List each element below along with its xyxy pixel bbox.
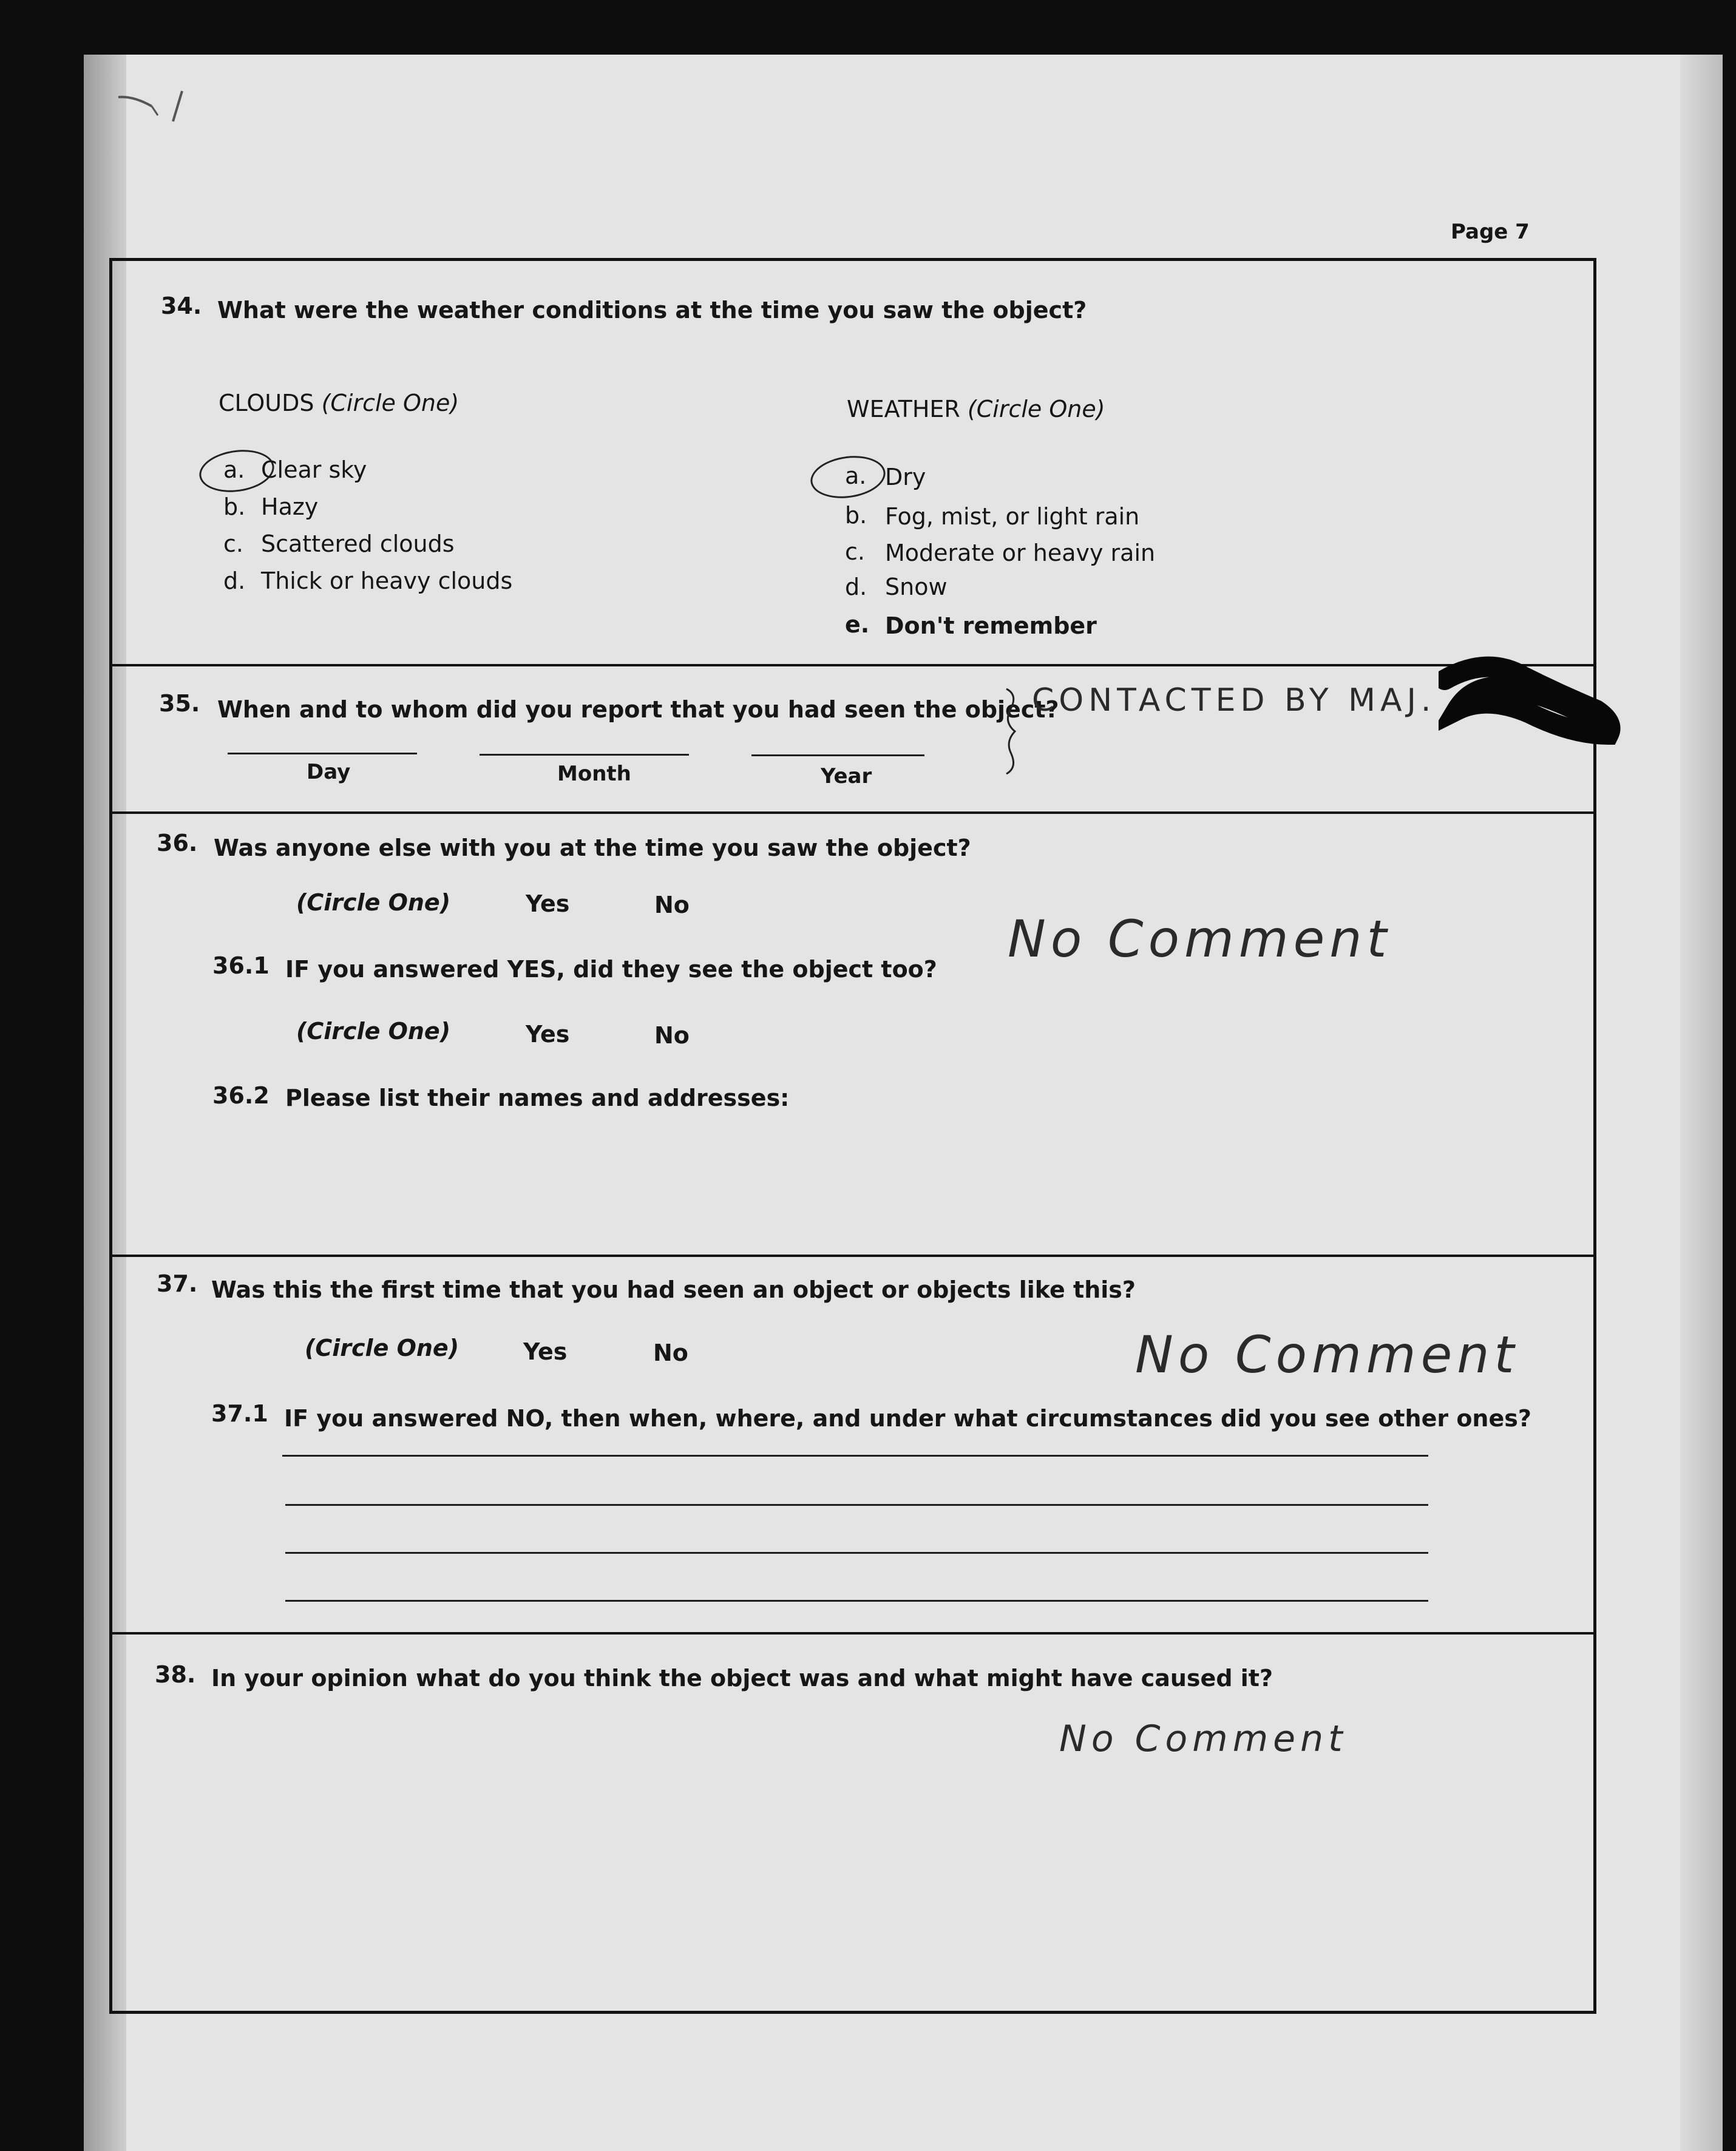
separator-35-36 bbox=[110, 811, 1595, 814]
circle-one-label: (Circle One) bbox=[296, 889, 451, 916]
option-letter: d. bbox=[223, 567, 246, 594]
question-text: Was this the first time that you had seen an object or objects like this? bbox=[211, 1276, 1136, 1303]
no-option[interactable]: No bbox=[654, 1022, 690, 1049]
circle-one-label: (Circle One) bbox=[296, 1018, 451, 1045]
scan-shadow-right bbox=[1680, 55, 1723, 2151]
handwritten-response: No Comment bbox=[1059, 1718, 1348, 1760]
option-letter: d. bbox=[845, 574, 867, 600]
circle-one-label: (Circle One) bbox=[305, 1335, 459, 1361]
sub-question-text: IF you answered YES, did they see the object too? bbox=[285, 956, 937, 983]
question-number: 34. bbox=[161, 293, 202, 319]
redaction-scribble-icon bbox=[1439, 643, 1621, 747]
brace-mark-icon bbox=[1002, 686, 1026, 777]
option-text: Hazy bbox=[261, 493, 319, 520]
sub-question-text: IF you answered NO, then when, where, and under what circumstances did you see other ones? bbox=[284, 1405, 1531, 1432]
clouds-heading bbox=[219, 391, 459, 415]
clouds-instruction: (Circle One) bbox=[321, 390, 459, 416]
weather-instruction: (Circle One) bbox=[967, 396, 1105, 422]
question-number: 36. bbox=[157, 830, 198, 856]
year-label: Year bbox=[821, 764, 872, 788]
sub-question-number: 37.1 bbox=[211, 1400, 268, 1427]
sub-question-text: Please list their names and addresses: bbox=[285, 1085, 790, 1111]
answer-line-1[interactable] bbox=[282, 1455, 1428, 1457]
answer-line-3[interactable] bbox=[285, 1552, 1428, 1554]
separator-37-38 bbox=[110, 1632, 1595, 1634]
day-label: Day bbox=[307, 760, 351, 784]
option-text: Fog, mist, or light rain bbox=[885, 503, 1140, 530]
option-letter: c. bbox=[223, 530, 243, 557]
separator-36-37 bbox=[110, 1255, 1595, 1257]
option-text: Moderate or heavy rain bbox=[885, 540, 1156, 566]
separator-34-35 bbox=[110, 664, 1595, 666]
question-text: When and to whom did you report that you had seen the object? bbox=[217, 696, 1059, 723]
option-text: Scattered clouds bbox=[261, 530, 455, 557]
option-text: Snow bbox=[885, 574, 948, 600]
option-letter: a. bbox=[845, 462, 867, 489]
answer-line-4[interactable] bbox=[285, 1600, 1428, 1602]
year-line[interactable] bbox=[751, 754, 924, 756]
no-option[interactable]: No bbox=[653, 1340, 688, 1366]
no-option[interactable]: No bbox=[654, 892, 690, 918]
clouds-heading-label: CLOUDS bbox=[219, 390, 314, 416]
yes-option[interactable]: Yes bbox=[526, 890, 570, 917]
yes-option[interactable]: Yes bbox=[523, 1338, 568, 1365]
month-line[interactable] bbox=[480, 754, 689, 756]
option-text: Clear sky bbox=[261, 456, 367, 483]
option-letter: c. bbox=[845, 538, 865, 565]
option-letter: b. bbox=[223, 493, 246, 520]
question-text: Was anyone else with you at the time you saw the object? bbox=[214, 835, 971, 861]
option-text: Dry bbox=[885, 464, 926, 490]
question-text: What were the weather conditions at the time you saw the object? bbox=[217, 297, 1087, 323]
question-number: 38. bbox=[155, 1661, 196, 1688]
month-label: Month bbox=[557, 762, 631, 786]
yes-option[interactable]: Yes bbox=[526, 1021, 570, 1048]
weather-heading-label: WEATHER bbox=[847, 396, 960, 422]
question-number: 37. bbox=[157, 1270, 198, 1297]
question-text: In your opinion what do you think the object was and what might have caused it? bbox=[211, 1665, 1273, 1692]
sub-question-number: 36.1 bbox=[212, 952, 270, 979]
day-line[interactable] bbox=[228, 753, 417, 754]
option-letter: e. bbox=[845, 611, 870, 638]
stray-mark-icon bbox=[115, 79, 206, 134]
question-number: 35. bbox=[159, 690, 200, 717]
option-text: Thick or heavy clouds bbox=[261, 567, 513, 594]
handwritten-response: CONTACTED BY MAJ. bbox=[1032, 682, 1436, 719]
answer-line-2[interactable] bbox=[285, 1504, 1428, 1506]
page-label: Page 7 bbox=[1451, 220, 1530, 244]
handwritten-response: No Comment bbox=[1008, 909, 1392, 969]
handwritten-response: No Comment bbox=[1135, 1325, 1519, 1384]
option-letter: a. bbox=[223, 456, 245, 483]
sub-question-number: 36.2 bbox=[212, 1082, 270, 1109]
weather-heading bbox=[847, 398, 1105, 421]
option-text: Don't remember bbox=[885, 612, 1097, 639]
option-letter: b. bbox=[845, 502, 867, 529]
